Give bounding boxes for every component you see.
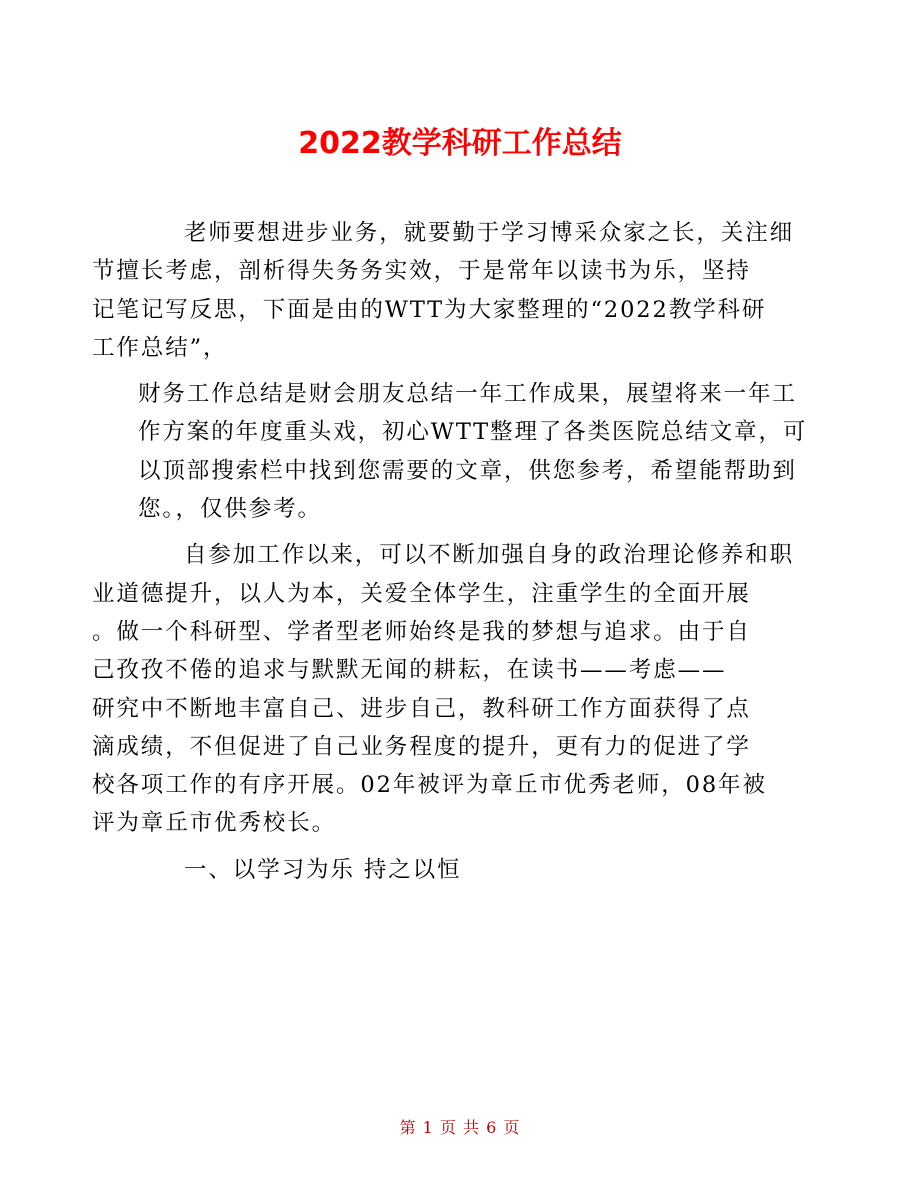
text-line: 自参加工作以来，可以不断加强自身的政治理论修养和职 [184,542,795,569]
text-line: 业道德提升，以人为本，关爱全体学生，注重学生的全面开展 [92,580,751,607]
document-title: 2022教学科研工作总结 [298,126,622,161]
paragraph-work [92,536,795,842]
text-line: 校各项工作的有序开展。02年被评为章丘市优秀老师，08年被 [92,772,767,799]
text-line: 己孜孜不倦的追求与默默无闻的耕耘，在读书——考虑—— [92,657,727,684]
text-line: 以顶部搜索栏中找到您需要的文章，供您参考，希望能帮助到 [138,457,797,484]
text-line: 财务工作总结是财会朋友总结一年工作成果，展望将来一年工 [138,381,797,408]
text-line: 滴成绩，不但促进了自己业务程度的提升，更有力的促进了学 [92,733,751,760]
text-line: 记笔记写反思，下面是由的WTT为大家整理的“2022教学科研 [92,296,767,323]
text-line: 作方案的年度重头戏，初心WTT整理了各类医院总结文章，可 [138,419,808,446]
text-line: 节擅长考虑，剖析得失务务实效，于是常年以读书为乐，坚持 [92,258,751,285]
text-line: 您。，仅供参考。 [138,496,322,523]
text-line: 评为章丘市优秀校长。 [92,810,337,837]
section-heading [138,851,788,889]
page-number: 第 1 页 共 6 页 [399,1118,521,1137]
paragraph-finance [138,375,808,528]
text-line: 研究中不断地丰富自己、进步自己，教科研工作方面获得了点 [92,695,751,722]
paragraph-intro [92,214,795,367]
text-line: 。做一个科研型、学者型老师始终是我的梦想与追求。由于自 [92,618,751,645]
document-body [92,214,808,897]
page-footer [0,1115,920,1138]
text-line: 老师要想进步业务，就要勤于学习博采众家之长，关注细 [184,220,795,246]
text-line: 一、以学习为乐 持之以恒 [184,856,462,883]
text-line: 工作总结”， [92,334,228,361]
